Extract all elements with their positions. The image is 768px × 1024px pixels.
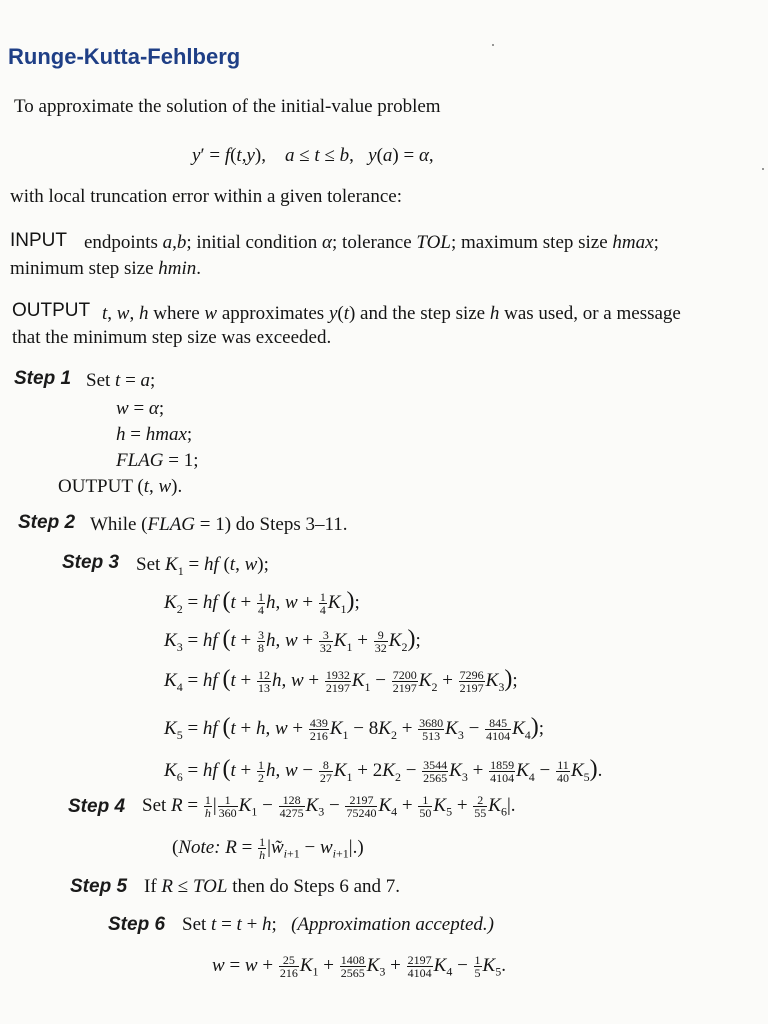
step-2-text: While (FLAG = 1) do Steps 3–11.	[90, 514, 348, 535]
step-3-label: Step 3	[62, 552, 120, 573]
page-title: Runge-Kutta-Fehlberg	[8, 44, 241, 69]
k1-equation: Set $K_1$ = hf (t, w);	[136, 554, 269, 578]
step-1-output: OUTPUT (t, w).	[58, 476, 183, 497]
r-equation: Set R = $\frac{1}{h}$ | $\frac{1}{360}$ $K_1$ − $\frac{128}{4275}$ $K_3$ − $\frac{2197}{75240}$ $K_4$ + $\frac{1}{50}$ $K_5$ + $\frac{2}{55}$ $K_6|$.	[142, 793, 516, 820]
output-keyword: OUTPUT	[12, 300, 91, 321]
step-1-set-flag: FLAG = 1;	[116, 450, 199, 471]
k3-equation: $K_3$ = hf (t + $\frac{3}{8}$ h, w + $\frac{3}{32}$ $K_1$ + $\frac{9}{32}$ $K_2$);	[164, 626, 421, 656]
k6-equation: $K_6$ = hf (t + $\frac{1}{2}$ h, w − $\frac{8}{27}$ $K_1 + 2K_2$ − $\frac{3544}{2565}$ $K_3$ + $\frac{1859}{4104}$ $K_4$ − $\frac{11}{40}$ $K_5$).	[164, 756, 603, 786]
w-update-equation: w = w + $\frac{25}{216}$ $K_1$ + $\frac{1408}{2565}$ $K_3$ + $\frac{2197}{4104}$ $K_4$ − $\frac{1}{5}$ $K_5$.	[212, 953, 506, 980]
output-line-2: that the minimum step size was exceeded.	[12, 327, 332, 348]
k2-equation: $K_2$ = hf (t + $\frac{1}{4}$ h, w + $\frac{1}{4}$ $K_1$);	[164, 588, 360, 618]
step-5-text: If R ≤ TOL then do Steps 6 and 7.	[144, 876, 401, 897]
input-line-2: minimum step size hmin.	[10, 258, 202, 279]
step-2-label: Step 2	[18, 512, 76, 533]
step-1-set-h: h = hmax;	[116, 424, 193, 445]
step-5-label: Step 5	[70, 876, 128, 897]
tolerance-line: with local truncation error within a given tolerance:	[10, 186, 402, 207]
step-1-set-t: Set t = a;	[86, 370, 156, 391]
input-keyword: INPUT	[10, 230, 67, 251]
ivp-equation: y′ = f(t,y), a ≤ t ≤ b, y(a) = α,	[192, 145, 434, 166]
scan-speck	[492, 44, 494, 46]
step-4-label: Step 4	[68, 796, 126, 817]
step-1-label: Step 1	[14, 368, 72, 389]
input-line-1: endpoints a,b; initial condition α; tolerance TOL; maximum step size hmax;	[84, 232, 659, 253]
step-6-set-t: Set t = t + h; (Approximation accepted.)	[182, 914, 495, 935]
step-1-set-w: w = α;	[116, 398, 165, 419]
intro-text: To approximate the solution of the initial-value problem	[14, 96, 441, 117]
k5-equation: $K_5$ = hf (t + h, w + $\frac{439}{216}$ $K_1 - 8K_2$ + $\frac{3680}{513}$ $K_3$ − $\frac{845}{4104}$ $K_4$);	[164, 714, 545, 744]
step-4-note: (Note: R = $\frac{1}{h}$ $|w̃_{i+1} - w_{i+1}|$.)	[172, 835, 364, 862]
output-line-1: t, w, h where w approximates y(t) and the step size h was used, or a message	[102, 303, 681, 324]
k4-equation: $K_4$ = hf (t + $\frac{12}{13}$ h, w + $\frac{1932}{2197}$ $K_1$ − $\frac{7200}{2197}$ $K_2$ + $\frac{7296}{2197}$ $K_3$);	[164, 666, 518, 696]
scan-speck	[762, 168, 764, 170]
step-6-label: Step 6	[108, 914, 166, 935]
